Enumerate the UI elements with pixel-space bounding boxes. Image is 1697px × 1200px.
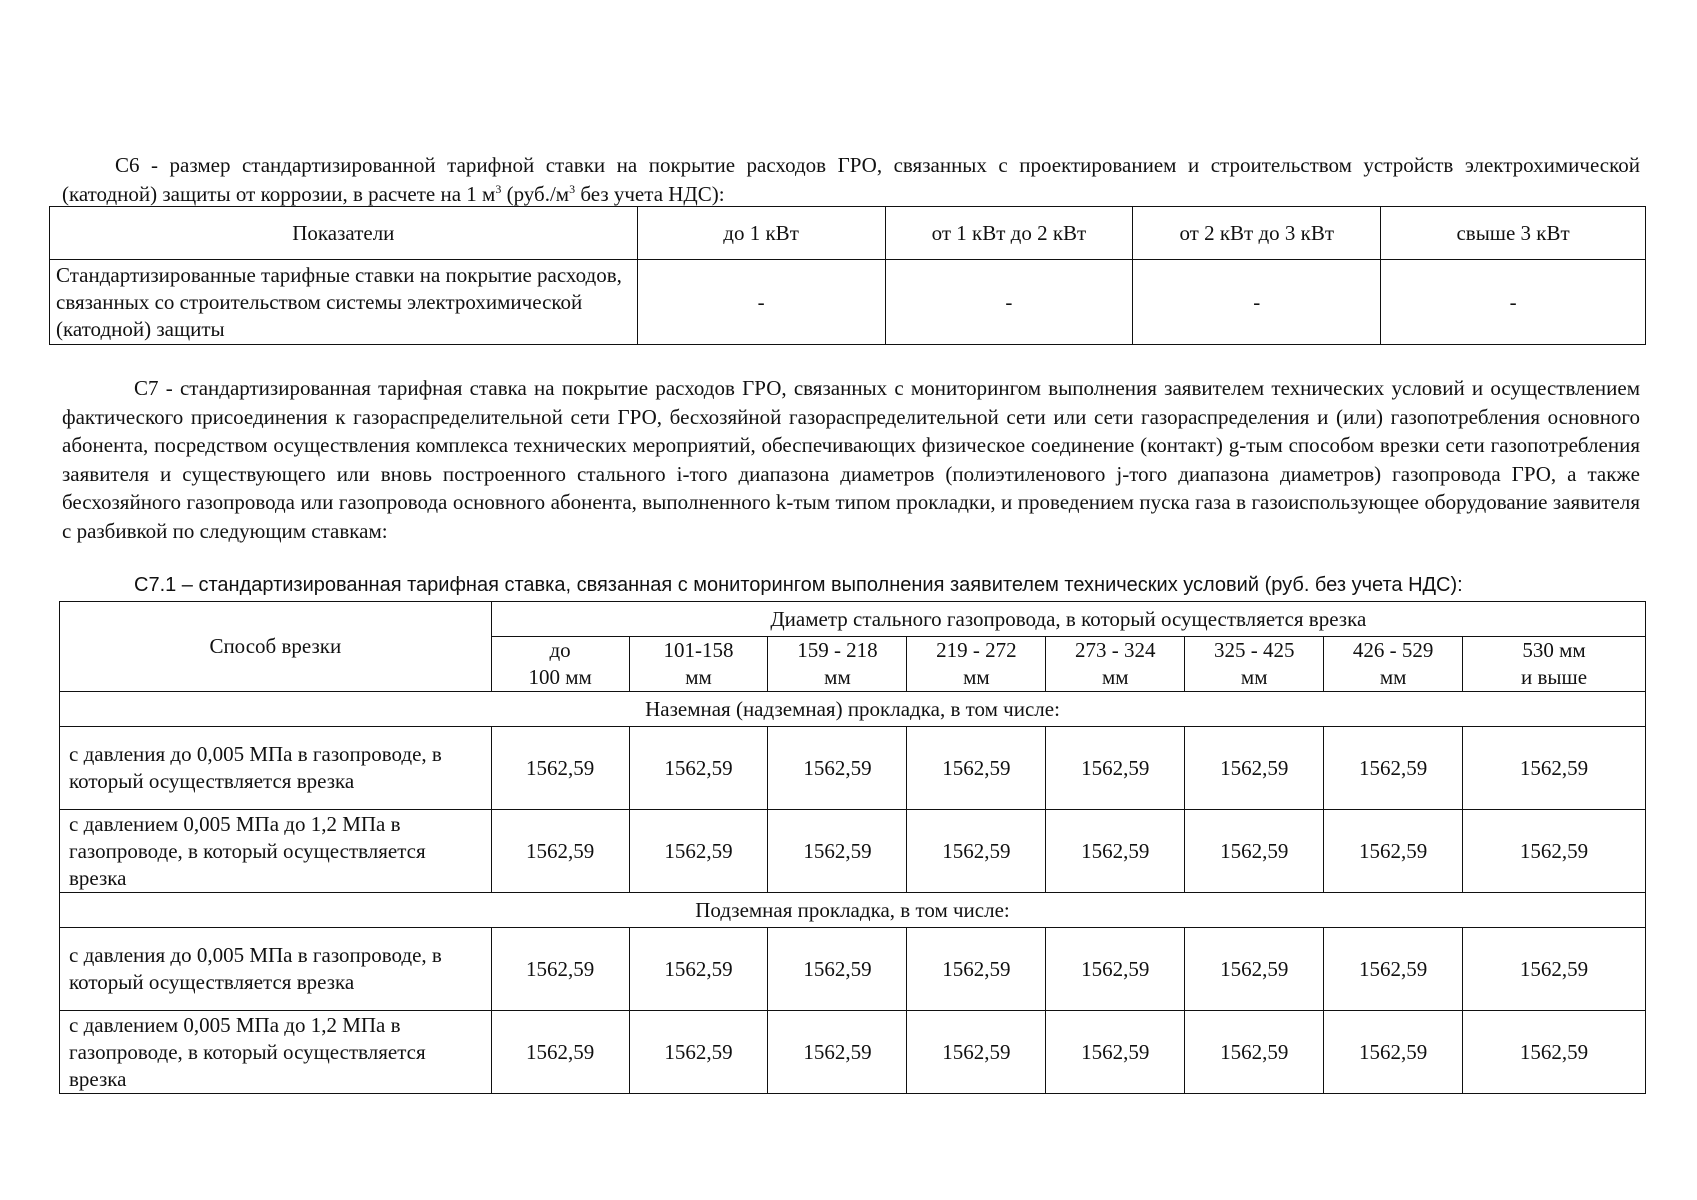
header-col: до 1 кВт (637, 207, 885, 260)
row-label: с давления до 0,005 МПа в газопроводе, в который осуществляется врезка (60, 928, 492, 1011)
section-row (60, 692, 1646, 727)
table-row (60, 727, 1646, 810)
header-method: Способ врезки (60, 602, 492, 692)
table-cell: - (637, 260, 885, 345)
table-cell: 1562,59 (1324, 1011, 1463, 1094)
header-indicators: Показатели (50, 207, 638, 260)
c7-paragraph: С7 - стандартизированная тарифная ставка на покрытие расходов ГРО, связанных с мониторингом выполнения заявителем технических условий и осуществлением фактического присоединения к газораспределительной сети ГРО, бесхозяйной газораспределительной сети или сети газораспределения и (или) газопотребления основного абонента, посредством осуществления комплекса технических мероприятий, обеспечивающих физическое соединение (контакт) g-тым способом врезки сети газопотребления заявителя и существующего или вновь построенного стального i-того диапазона диаметров (полиэтиленового j-того диапазона диаметров) газопровода ГРО, а также бесхозяйного газопровода или газопровода основного абонента, выполненного k-тым типом прокладки, и проведением пуска газа в газоиспользующее оборудование заявителя с разбивкой по следующим ставкам: (62, 376, 1640, 543)
table-row (60, 810, 1646, 893)
table-cell: 1562,59 (1185, 727, 1324, 810)
table-cell: 1562,59 (1463, 727, 1646, 810)
table-cell: 1562,59 (1463, 1011, 1646, 1094)
table-cell: 1562,59 (629, 1011, 768, 1094)
row-label: с давлением 0,005 МПа до 1,2 МПа в газопроводе, в который осуществляется врезка (60, 810, 492, 893)
table-cell: 1562,59 (1046, 810, 1185, 893)
table-row (60, 928, 1646, 1011)
header-col: 530 мм и выше (1463, 637, 1646, 692)
table-cell: 1562,59 (629, 928, 768, 1011)
header-col: свыше 3 кВт (1381, 207, 1646, 260)
table-cell: - (1133, 260, 1381, 345)
c6-rates-table (49, 206, 1646, 345)
table-cell: 1562,59 (1324, 727, 1463, 810)
table-cell: 1562,59 (1324, 928, 1463, 1011)
table-cell: 1562,59 (491, 928, 629, 1011)
table-cell: 1562,59 (1463, 928, 1646, 1011)
header-col: от 1 кВт до 2 кВт (885, 207, 1133, 260)
section-row (60, 893, 1646, 928)
header-col: 426 - 529 мм (1324, 637, 1463, 692)
table-header-row (60, 602, 1646, 637)
c71-paragraph: С7.1 – стандартизированная тарифная ставка, связанная с мониторингом выполнения заявителем технических условий (руб. без учета НДС): (134, 574, 1463, 596)
header-col: 101-158 мм (629, 637, 768, 692)
table-cell: - (885, 260, 1133, 345)
table-cell: 1562,59 (907, 928, 1046, 1011)
table-cell: 1562,59 (768, 928, 907, 1011)
header-col: 273 - 324 мм (1046, 637, 1185, 692)
row-label: с давлением 0,005 МПа до 1,2 МПа в газопроводе, в который осуществляется врезка (60, 1011, 492, 1094)
table-cell: 1562,59 (768, 810, 907, 893)
table-cell: 1562,59 (629, 727, 768, 810)
table-cell: 1562,59 (1046, 1011, 1185, 1094)
table-header-row (50, 207, 1646, 260)
table-cell: 1562,59 (768, 727, 907, 810)
table-cell: 1562,59 (1185, 928, 1324, 1011)
table-cell: 1562,59 (491, 727, 629, 810)
c6-paragraph: С6 - размер стандартизированной тарифной ставки на покрытие расходов ГРО, связанных с проектированием и строительством устройств электрохимической (катодной) защиты от коррозии, в расчете на 1 $м^3$ ($руб./м^3$ без учета НДС): (62, 153, 1640, 206)
table-cell: 1562,59 (1046, 727, 1185, 810)
section-title: Подземная прокладка, в том числе: (60, 893, 1646, 928)
table-cell: 1562,59 (768, 1011, 907, 1094)
row-label: с давления до 0,005 МПа в газопроводе, в который осуществляется врезка (60, 727, 492, 810)
table-cell: 1562,59 (907, 727, 1046, 810)
header-col: от 2 кВт до 3 кВт (1133, 207, 1381, 260)
table-row (60, 1011, 1646, 1094)
c71-rates-table (59, 601, 1646, 1094)
header-col: 325 - 425 мм (1185, 637, 1324, 692)
section-title: Наземная (надземная) прокладка, в том числе: (60, 692, 1646, 727)
table-cell: 1562,59 (491, 1011, 629, 1094)
header-col: 219 - 272 мм (907, 637, 1046, 692)
header-col: 159 - 218 мм (768, 637, 907, 692)
row-label: Стандартизированные тарифные ставки на покрытие расходов, связанных со строительством системы электрохимической (катодной) защиты (50, 260, 638, 345)
header-diameter: Диаметр стального газопровода, в который осуществляется врезка (491, 602, 1645, 637)
table-row (50, 260, 1646, 345)
table-cell: 1562,59 (907, 1011, 1046, 1094)
table-cell: 1562,59 (907, 810, 1046, 893)
table-cell: 1562,59 (1324, 810, 1463, 893)
table-cell: - (1381, 260, 1646, 345)
table-cell: 1562,59 (1046, 928, 1185, 1011)
header-col: до 100 мм (491, 637, 629, 692)
table-cell: 1562,59 (1185, 1011, 1324, 1094)
table-cell: 1562,59 (491, 810, 629, 893)
table-cell: 1562,59 (629, 810, 768, 893)
table-cell: 1562,59 (1463, 810, 1646, 893)
table-cell: 1562,59 (1185, 810, 1324, 893)
